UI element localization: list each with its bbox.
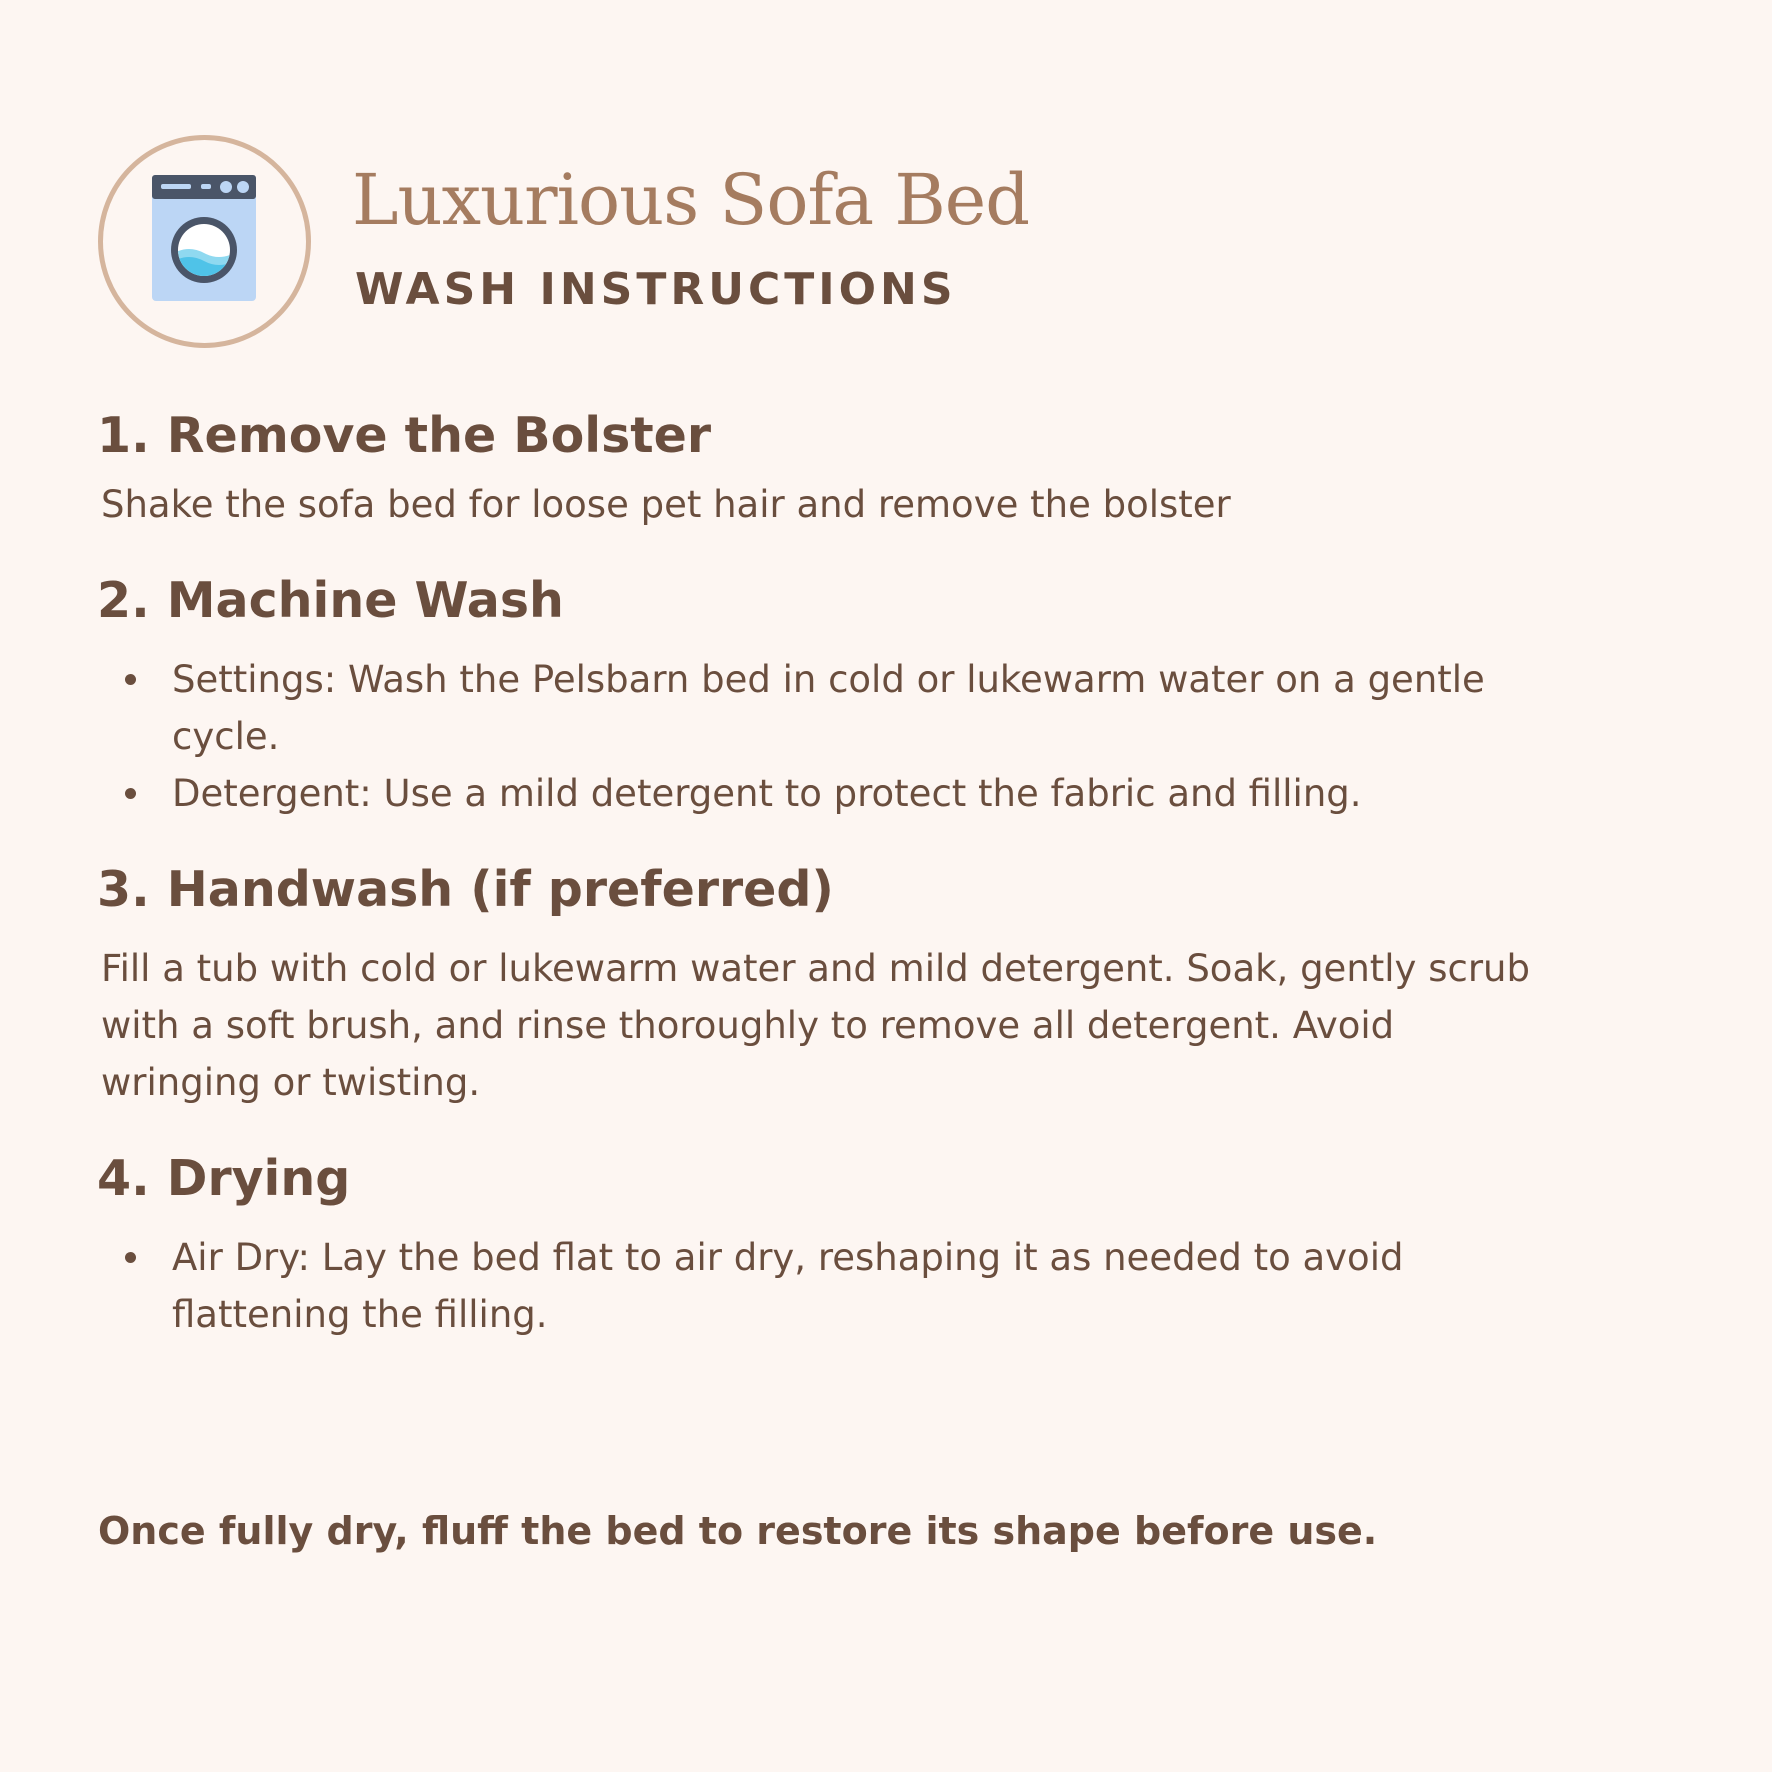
list-item: [97, 765, 1577, 822]
section-heading: 1. Remove the Bolster: [97, 407, 712, 464]
page-subtitle: WASH INSTRUCTIONS: [355, 264, 957, 315]
section-text: Fill a tub with cold or lukewarm water and mild detergent. Soak, gently scrub with a soft brush, and rinse thoroughly to remove all detergent. Avoid wringing or twisting.: [101, 947, 1530, 1104]
list-item: [97, 1229, 1577, 1343]
bullet-list: [97, 651, 1657, 822]
bullet-list: [97, 1229, 1657, 1343]
instructions-content: [97, 400, 1657, 1343]
section-handwash: [97, 854, 1657, 1111]
section-drying: [97, 1143, 1657, 1343]
list-item: [97, 651, 1577, 765]
list-item-text: Detergent: Use a mild detergent to protect the fabric and filling.: [172, 772, 1362, 815]
washing-machine-badge: [98, 135, 311, 348]
list-item-text: Air Dry: Lay the bed flat to air dry, reshaping it as needed to avoid flattening the filling.: [172, 1236, 1404, 1336]
list-item-text: Settings: Wash the Pelsbarn bed in cold or lukewarm water on a gentle cycle.: [172, 658, 1485, 758]
section-remove-bolster: [97, 400, 1657, 533]
bullet-icon: [125, 788, 136, 799]
footer-note: Once fully dry, fluff the bed to restore its shape before use.: [98, 1509, 1378, 1553]
section-machine-wash: [97, 565, 1657, 822]
section-heading: 2. Machine Wash: [97, 572, 564, 629]
washing-machine-icon: [149, 173, 259, 303]
section-heading: 4. Drying: [97, 1150, 351, 1207]
section-heading: 3. Handwash (if preferred): [97, 861, 834, 918]
bullet-icon: [125, 674, 136, 685]
section-text: Shake the sofa bed for loose pet hair and remove the bolster: [101, 483, 1231, 526]
bullet-icon: [125, 1252, 136, 1263]
page-title: Luxurious Sofa Bed: [352, 159, 1030, 241]
